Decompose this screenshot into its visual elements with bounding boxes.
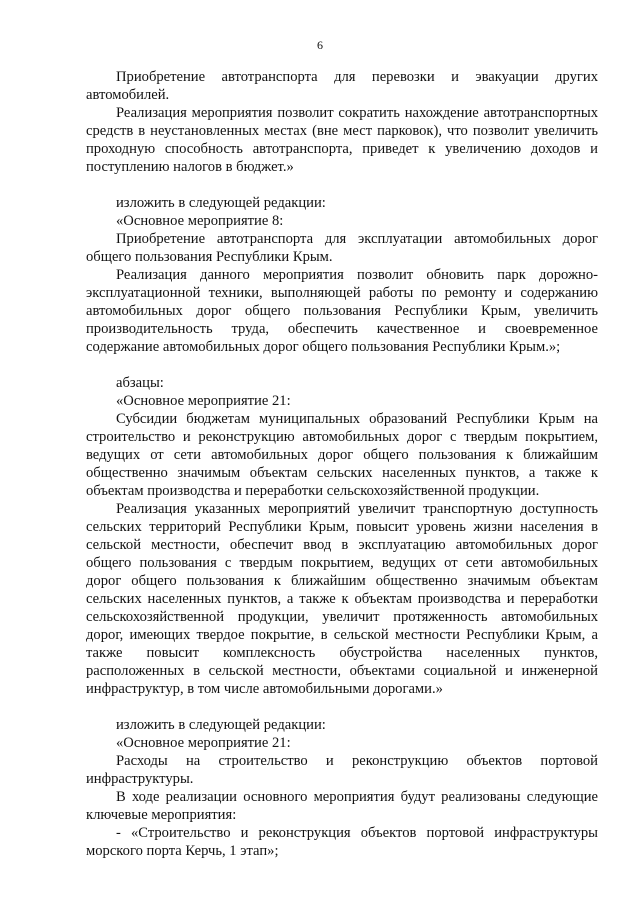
- paragraph-gap: [86, 176, 598, 194]
- document-body: [86, 68, 598, 860]
- paragraph: Субсидии бюджетам муниципальных образований Республики Крым на строительство и реконструкцию автомобильных дорог с твердым покрытием, ведущих от сети автомобильных дорог общего пользования к ближайшим общественно значимым объектам сельских населенных пунктов, а также к объектам производства и переработки сельскохозяйственной продукции.: [86, 411, 598, 499]
- paragraph: изложить в следующей редакции:: [116, 195, 326, 211]
- paragraph: - «Строительство и реконструкция объектов портовой инфраструктуры морского порта Керчь, 1 этап»;: [86, 825, 598, 859]
- paragraph-gap: [86, 356, 598, 374]
- page-number: 6: [317, 38, 323, 52]
- paragraph: «Основное мероприятие 21:: [116, 393, 291, 409]
- paragraph: Приобретение автотранспорта для перевозки и эвакуации других автомобилей.: [86, 69, 598, 103]
- paragraph: В ходе реализации основного мероприятия будут реализованы следующие ключевые мероприятия:: [86, 789, 598, 823]
- paragraph: Реализация данного мероприятия позволит обновить парк дорожно-эксплуатационной техники, выполняющей работы по ремонту и содержанию автомобильных дорог общего пользования Республики Крым, увеличить производительность труда, обеспечить качественное и своевременное содержание автомобильных дорог общего пользования Республики Крым.»;: [86, 267, 598, 355]
- paragraph: абзацы:: [116, 375, 164, 391]
- paragraph: «Основное мероприятие 8:: [116, 213, 284, 229]
- paragraph: Реализация мероприятия позволит сократить нахождение автотранспортных средств в неустановленных местах (вне мест парковок), что позволит увеличить проходную способность автотранспорта, приведет к увеличению доходов и поступлению налогов в бюджет.»: [86, 105, 598, 175]
- paragraph: Приобретение автотранспорта для эксплуатации автомобильных дорог общего пользования Республики Крым.: [86, 231, 598, 265]
- paragraph: Расходы на строительство и реконструкцию объектов портовой инфраструктуры.: [86, 753, 598, 787]
- paragraph: изложить в следующей редакции:: [116, 717, 326, 733]
- paragraph: «Основное мероприятие 21:: [116, 735, 291, 751]
- paragraph: Реализация указанных мероприятий увеличит транспортную доступность сельских территорий Республики Крым, повысит уровень жизни населения в сельской местности, обеспечит ввод в эксплуатацию автомобильных дорог общего пользования с твердым покрытием, ведущих от сети автомобильных дорог общего пользования к ближайшим общественно значимым объектам сельских населенных пунктов, а также к объектам производства и переработки сельскохозяйственной продукции, увеличит протяженность автомобильных дорог, имеющих твердое покрытие, в сельской местности Республики Крым, а также повысит комплексность обустройства населенных пунктов, расположенных в сельской местности, объектами социальной и инженерной инфраструктур, в том числе автомобильными дорогами.»: [86, 501, 598, 697]
- paragraph-gap: [86, 698, 598, 716]
